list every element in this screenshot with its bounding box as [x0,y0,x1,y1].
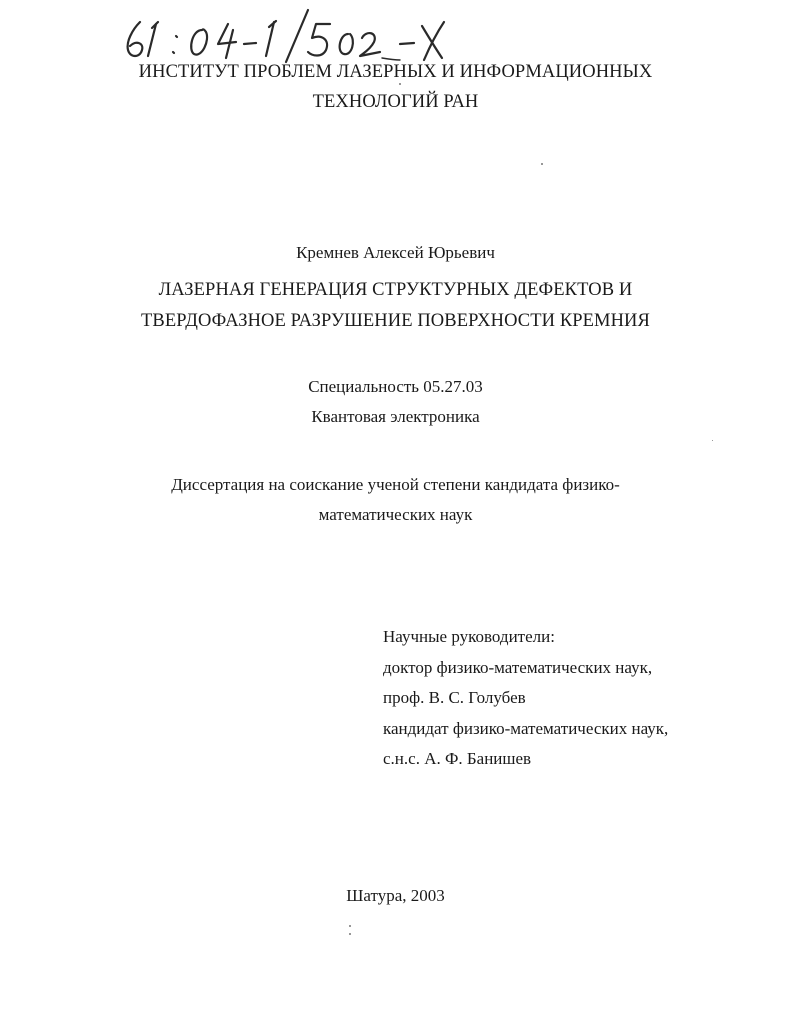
supervisor-1-degree: доктор физико-математических наук, [383,657,653,677]
supervisor-1-name: проф. В. С. Голубев [383,688,526,707]
dissertation-statement-line2: математических наук [318,505,473,524]
specialty-name: Квантовая электроника [311,407,480,426]
supervisor-2-degree: кандидат физико-математических наук, [383,718,669,738]
scan-speck [712,440,713,441]
thesis-title-line1: ЛАЗЕРНАЯ ГЕНЕРАЦИЯ СТРУКТУРНЫХ ДЕФЕКТОВ И [158,280,633,300]
thesis-title-line2: ТВЕРДОФАЗНОЕ РАЗРУШЕНИЕ ПОВЕРХНОСТИ КРЕМНИЯ [141,311,650,331]
scan-speck [541,163,543,165]
supervisor-2-name: с.н.с. А. Ф. Банишев [383,749,532,768]
handwritten-archive-code [118,0,458,68]
scan-speck [349,933,351,935]
supervisors-heading: Научные руководители: [383,627,555,646]
scan-speck [349,925,351,927]
city-and-year: Шатура, 2003 [346,886,445,905]
scan-speck [399,83,401,85]
author-name: Кремнев Алексей Юрьевич [296,243,495,262]
supervisors-block [383,622,668,775]
institute-name-line2: ТЕХНОЛОГИЙ РАН [312,92,479,112]
specialty-code: Специальность 05.27.03 [308,377,483,396]
institute-name-line1: ИНСТИТУТ ПРОБЛЕМ ЛАЗЕРНЫХ И ИНФОРМАЦИОННЫХ [138,62,653,82]
dissertation-statement-line1: Диссертация на соискание ученой степени кандидата физико- [171,475,620,494]
